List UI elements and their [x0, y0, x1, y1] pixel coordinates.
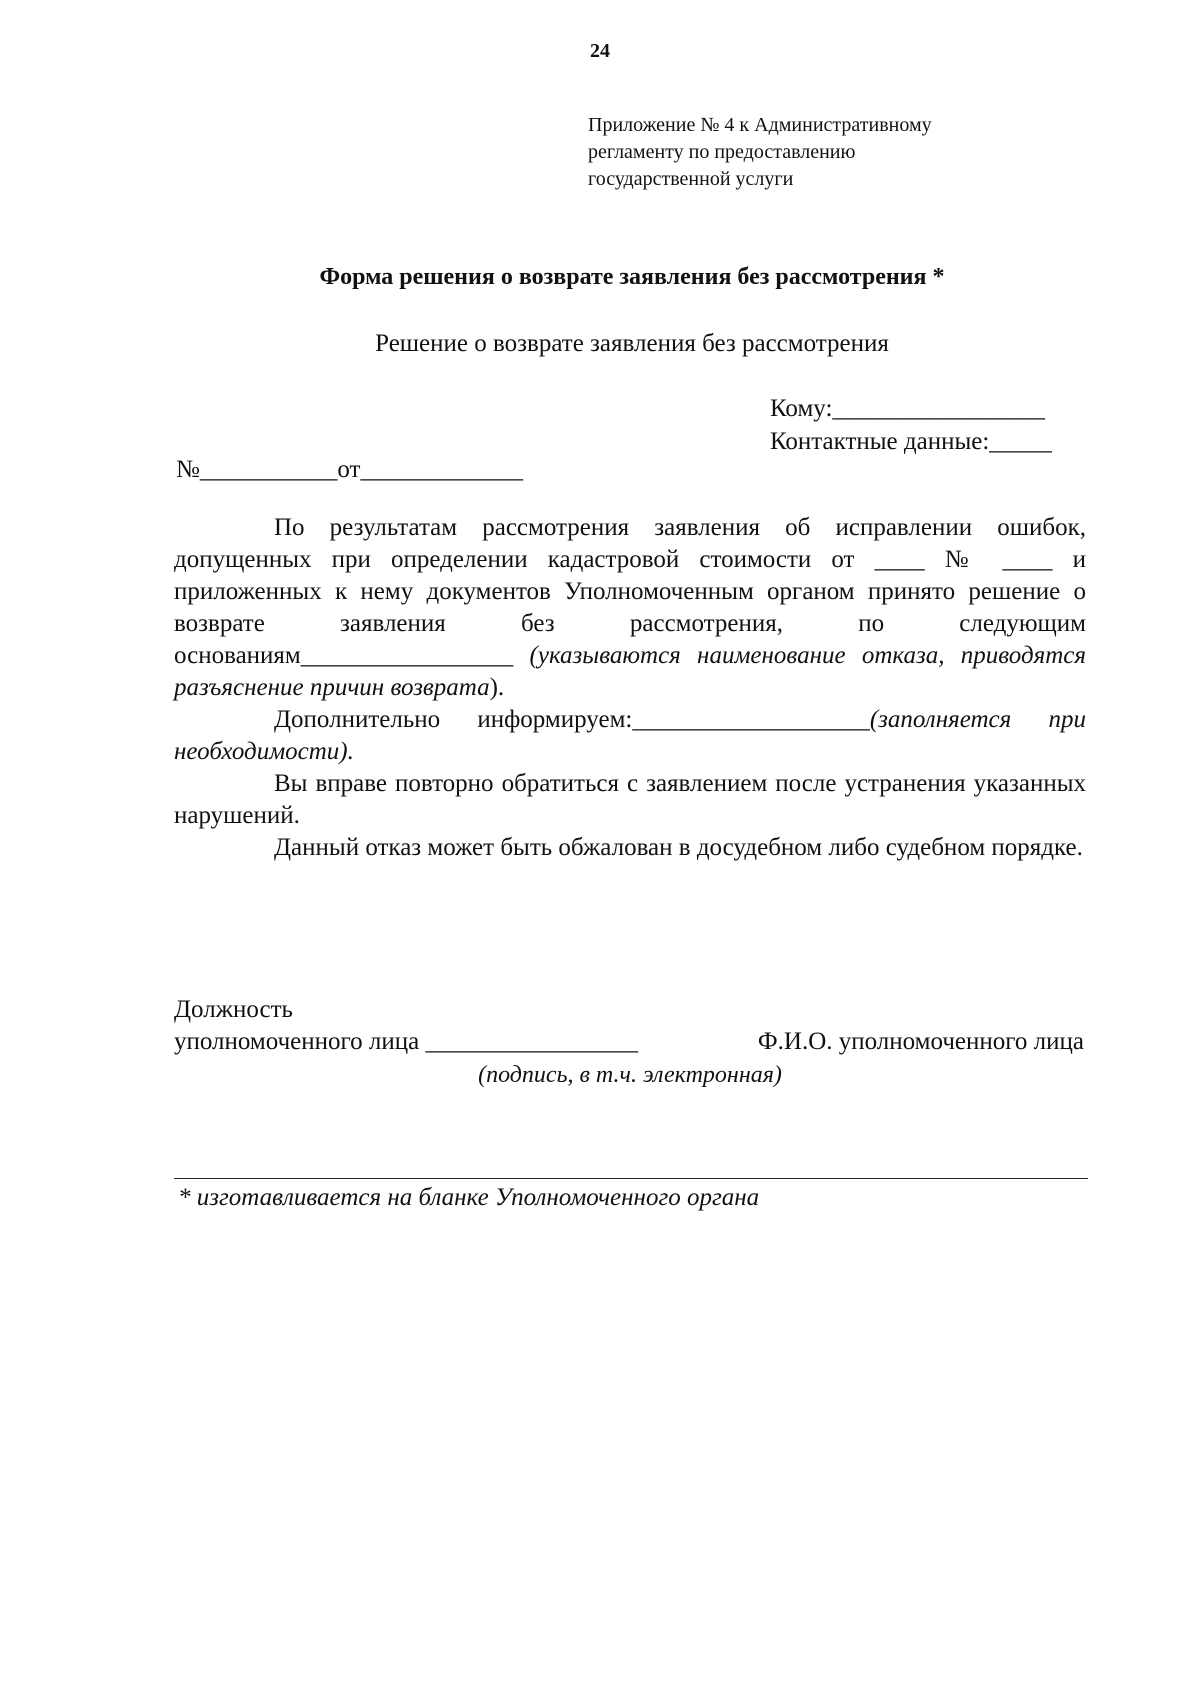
- appendix-line: государственной услуги: [588, 168, 794, 190]
- document-title: Решение о возврате заявления без рассмотрения: [375, 330, 889, 357]
- signature-name-label: Ф.И.О. уполномоченного лица: [757, 1028, 1084, 1055]
- page-number: 24: [590, 40, 610, 62]
- paragraph-italic: (заполняется при необходимости).: [174, 706, 1087, 765]
- paragraph-text: Дополнительно информируем:___________________: [274, 706, 870, 733]
- signature-position-label: Должность: [174, 996, 293, 1023]
- recipient-to: Кому:_________________: [770, 395, 1045, 422]
- decision-number-date: №___________от_____________: [176, 456, 523, 483]
- recipient-block: [770, 392, 1052, 458]
- form-title: Форма решения о возврате заявления без рассмотрения *: [319, 264, 945, 290]
- body-paragraph: Данный отказ может быть обжалован в досудебном либо судебном порядке.: [274, 834, 1083, 861]
- footnote-divider: [174, 1178, 1088, 1179]
- signature-line: [174, 1028, 1084, 1056]
- body-paragraph: [174, 512, 1086, 704]
- decision-body: [174, 512, 1086, 864]
- appendix-header: [588, 112, 932, 193]
- recipient-contacts: Контактные данные:_____: [770, 428, 1052, 455]
- appendix-line: Приложение № 4 к Административному: [588, 114, 932, 136]
- paragraph-italic: (указываются наименование отказа, приводятся разъяснение причин возврата: [174, 642, 1087, 701]
- paragraph-text: ).: [489, 674, 505, 701]
- body-paragraph: [174, 704, 1086, 768]
- paragraph-text: По результатам рассмотрения заявления об исправлении ошибок, допущенных при определении кадастровой стоимости от ____ № ____ и приложенных к нему документов Уполномоченным органом принято решение о возврате заявления без рассмотрения, по следующим основаниям_________________: [174, 514, 1086, 669]
- signature-position-blank: уполномоченного лица _________________: [174, 1028, 638, 1055]
- signature-note: (подпись, в т.ч. электронная): [478, 1062, 782, 1088]
- footnote: * изготавливается на бланке Уполномоченного органа: [178, 1184, 760, 1211]
- body-paragraph: Вы вправе повторно обратиться с заявлением после устранения указанных нарушений.: [174, 770, 1086, 829]
- appendix-line: регламенту по предоставлению: [588, 141, 856, 163]
